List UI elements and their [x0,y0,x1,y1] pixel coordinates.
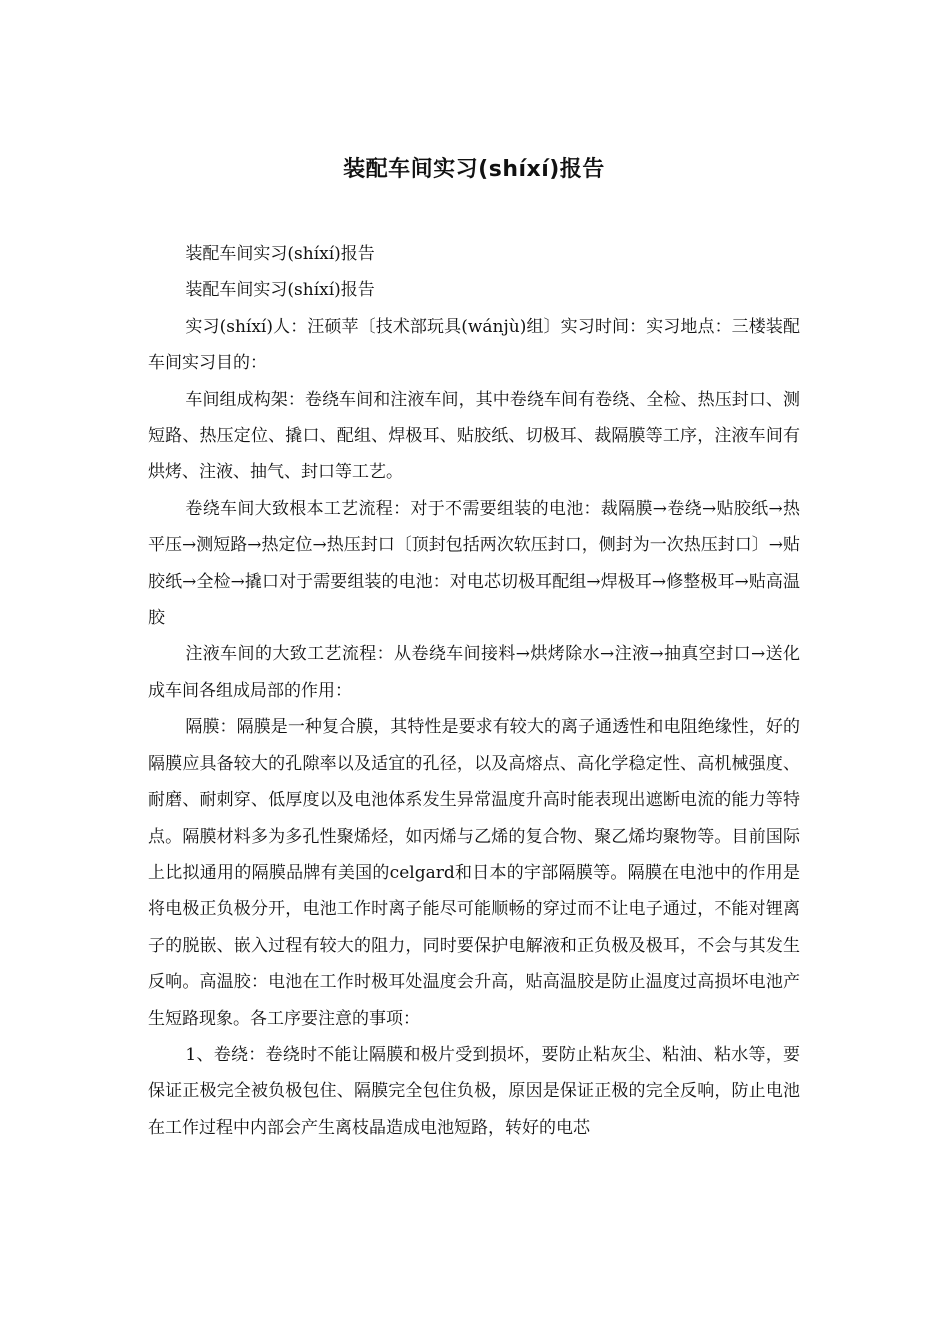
paragraph-separator: 隔膜：隔膜是一种复合膜，其特性是要求有较大的离子通透性和电阻绝缘性，好的隔膜应具备较大的孔隙率以及适宜的孔径，以及高熔点、高化学稳定性、高机械强度、耐磨、耐刺穿、低厚度以及电池体系发生异常温度升高时能表现出遮断电流的能力等特点。隔膜材料多为多孔性聚烯烃，如丙烯与乙烯的复合物、聚乙烯均聚物等。目前国际上比拟通用的隔膜品牌有美国的celgard和日本的宇部隔膜等。隔膜在电池中的作用是将电极正负极分开，电池工作时离子能尽可能顺畅的穿过而不让电子通过，不能对锂离子的脱嵌、嵌入过程有较大的阻力，同时要保护电解液和正负极及极耳，不会与其发生反响。高温胶：电池在工作时极耳处温度会升高，贴高温胶是防止温度过高损坏电池产生短路现象。各工序要注意的事项： [148,717,800,1029]
paragraph-winding-process: 卷绕车间大致根本工艺流程：对于不需要组装的电池：裁隔膜→卷绕→贴胶纸→热平压→测短路→热定位→热压封口〔顶封包括两次软压封口，侧封为一次热压封口〕→贴胶纸→全检→撬口对于需要组装的电池：对电芯切极耳配组→焊极耳→修整极耳→贴高温胶 [148,498,800,629]
paragraph-subtitle-1: 装配车间实习(shíxí)报告 [185,244,375,264]
paragraph-winding-notes: 1、卷绕：卷绕时不能让隔膜和极片受到损坏，要防止粘灰尘、粘油、粘水等，要保证正极完全被负极包住、隔膜完全包住负极，原因是保证正极的完全反响，防止电池在工作过程中内部会产生离枝晶造成电池短路，转好的电芯 [148,1044,800,1138]
document-page [148,150,800,1146]
document-title: 装配车间实习(shíxí)报告 [343,157,605,182]
paragraph-workshop-structure: 车间组成构架：卷绕车间和注液车间，其中卷绕车间有卷绕、全检、热压封口、测短路、热压定位、撬口、配组、焊极耳、贴胶纸、切极耳、裁隔膜等工序，注液车间有烘烤、注液、抽气、封口等工艺。 [148,389,800,483]
paragraph-subtitle-2: 装配车间实习(shíxí)报告 [185,280,375,301]
paragraph-injection-process: 注液车间的大致工艺流程：从卷绕车间接料→烘烤除水→注液→抽真空封口→送化成车间各组成局部的作用： [148,644,800,701]
paragraph-intern-info: 实习(shíxí)人：汪硕苹〔技术部玩具(wánjù)组〕实习时间：实习地点：三楼装配车间实习目的： [148,316,800,374]
